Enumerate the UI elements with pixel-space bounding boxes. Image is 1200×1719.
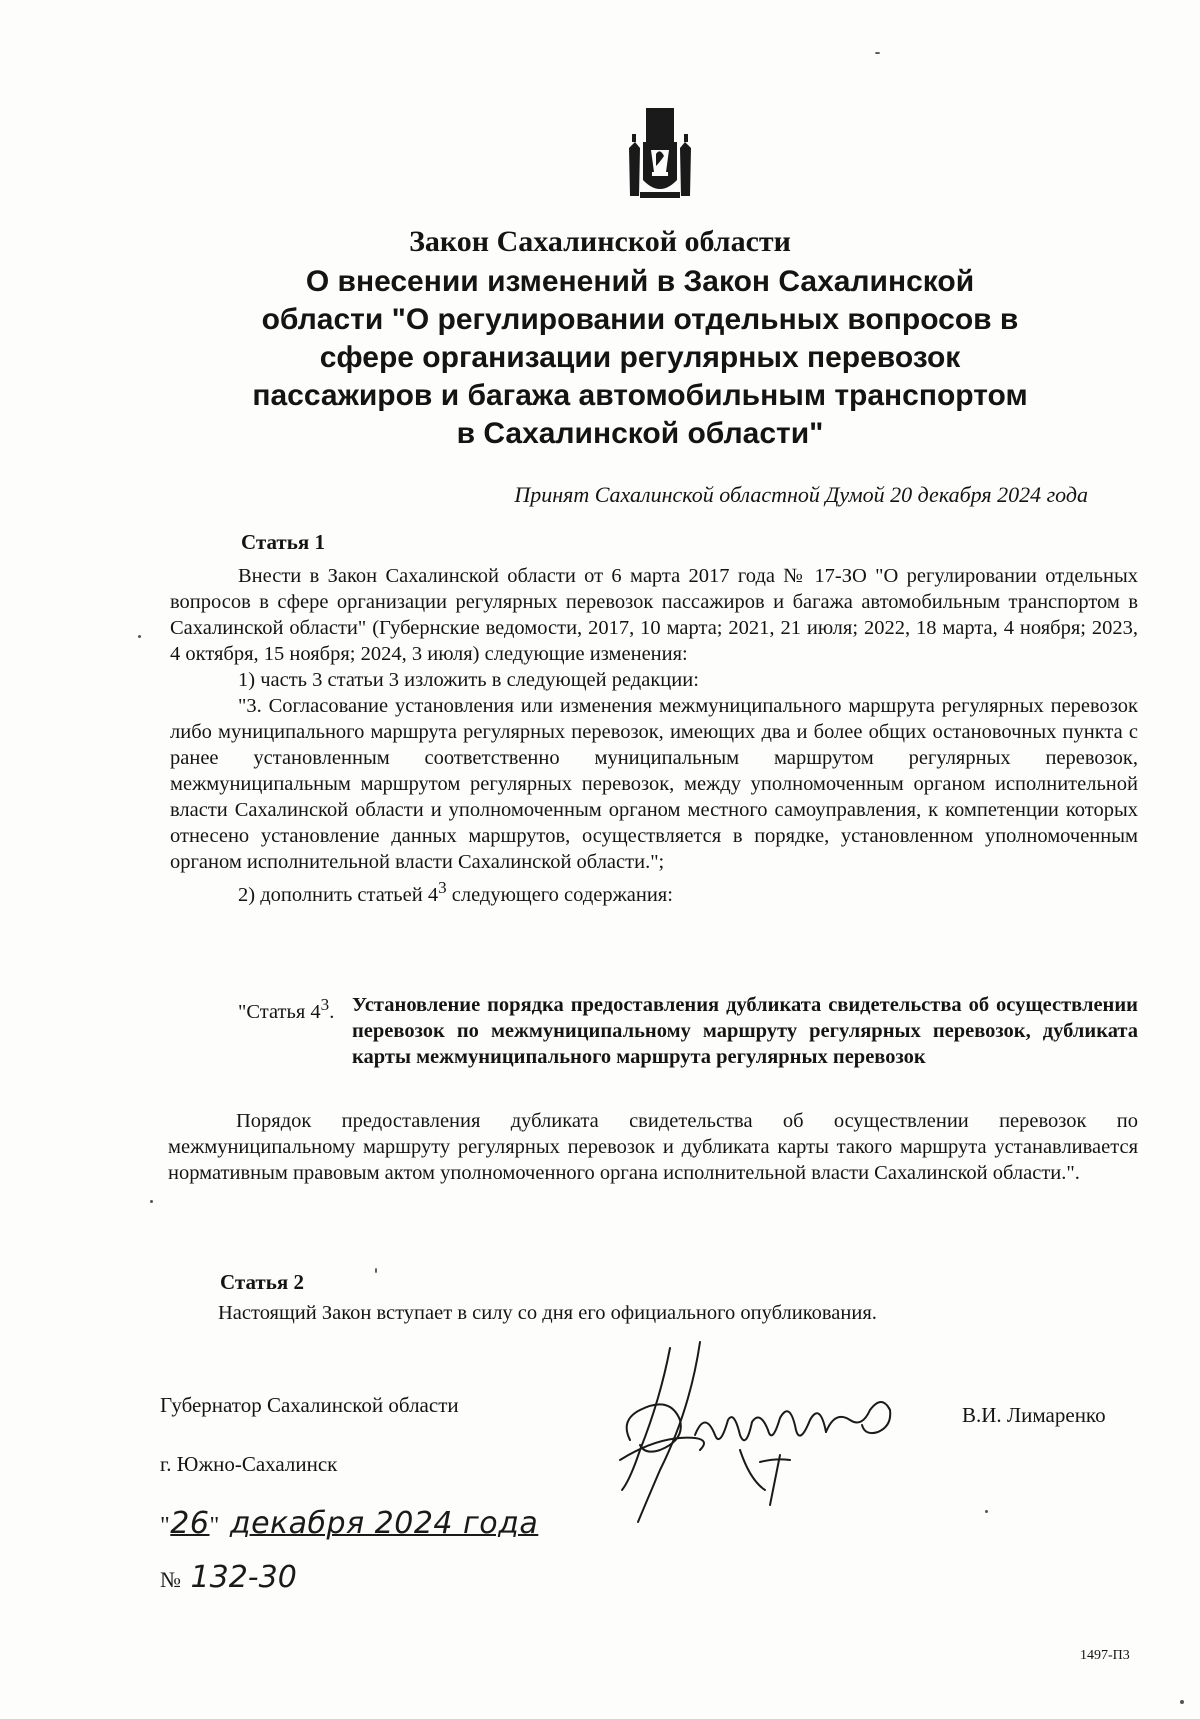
article-2-text: Настоящий Закон вступает в силу со дня его официального опубликования. [218,1302,877,1324]
governor-title: Губернатор Сахалинской области [160,1393,459,1417]
item-2-suffix: следующего содержания: [446,883,673,906]
governor-signature [600,1340,930,1530]
law-title-line: О внесении изменений в Закон Сахалинской [305,265,975,298]
number-sign: № [160,1567,181,1592]
scan-speck [375,1268,377,1273]
signing-city: г. Южно-Сахалинск [160,1452,338,1476]
law-title [200,263,1080,453]
law-title-heading: Закон Сахалинской области [409,225,791,258]
signing-date-rest: декабря 2024 года [229,1506,539,1541]
scan-speck [985,1510,988,1513]
sakhalin-coat-of-arms-icon [626,106,694,206]
article-1-body [170,563,1138,908]
article-4-3-text: Порядок предоставления дубликата свидетельства об осуществлении перевозок по межмуниципальному маршруту регулярных перевозок и дубликата карты такого маршрута устанавливается нормативным правовым актом уполномоченного органа исполнительной власти Сахалинской области.". [168,1110,1138,1184]
scan-speck [1180,1700,1184,1704]
law-title-line: пассажиров и багажа автомобильным транспортом [252,379,1028,412]
item-2-prefix: 2) дополнить статьей 4 [238,883,439,906]
article-4-3-title: Установление порядка предоставления дубликата свидетельства об осуществлении перевозок по межмуниципальному маршруту регулярных перевозок, дубликата карты межмуниципального маршрута регулярных перевозок [352,994,1138,1068]
scan-speck [138,635,141,638]
article-1-item-1: 1) часть 3 статьи 3 изложить в следующей редакции: [238,669,699,691]
article-4-3-lead-prefix: "Статья 4 [238,1000,321,1023]
article-4-3-lead-sup: 3 [320,995,330,1014]
article-2-heading: Статья 2 [220,1270,304,1294]
article-4-3-body [168,1108,1138,1186]
document-code: 1497-П3 [1080,1648,1130,1663]
adoption-note: Принят Сахалинской областной Думой 20 декабря 2024 года [514,482,1088,507]
scan-speck [150,1200,153,1203]
item-2-sup: 3 [438,878,447,897]
signing-date: "26" декабря 2024 года [160,1506,539,1541]
signing-date-day: 26 [170,1506,210,1541]
law-title-line: области "О регулировании отдельных вопросов в [261,303,1019,336]
article-1-intro: Внести в Закон Сахалинской области от 6 марта 2017 года № 17-ЗО "О регулировании отдельных вопросов в сфере организации регулярных перевозок пассажиров и багажа автомобильным транспортом в Сахалинской области" (Губернские ведомости, 2017, 10 марта; 2021, 21 июля; 2022, 18 марта, 4 ноября; 2023, 4 октября, 15 ноября; 2024, 3 июля) следующие изменения: [170,565,1138,665]
article-4-3-lead-suffix: . [329,1000,335,1023]
law-number [160,1560,297,1595]
article-1-item-2 [170,875,1138,908]
law-title-line: в Сахалинской области" [456,417,824,450]
article-4-3-lead [238,992,334,1025]
law-title-line: сфере организации регулярных перевозок [319,341,961,374]
article-1-heading: Статья 1 [241,530,325,554]
law-number-value: 132-30 [190,1560,297,1595]
governor-name: В.И. Лимаренко [962,1403,1106,1427]
scan-speck [875,52,880,54]
article-1-item-1-text: "3. Согласование установления или изменения межмуниципального маршрута регулярных перевозок либо муниципального маршрута регулярных перевозок, имеющих два и более общих остановочных пункта с ранее установленным соответственно муниципальным маршрутом регулярных перевозок, межмуниципальным маршрутом регулярных перевозок, между уполномоченным органом исполнительной власти Сахалинской области и уполномоченным органом местного самоуправления, к компетенции которых отнесено установление данных маршрутов, осуществляется в порядке, установленном уполномоченным органом исполнительной власти Сахалинской области."; [170,695,1138,873]
